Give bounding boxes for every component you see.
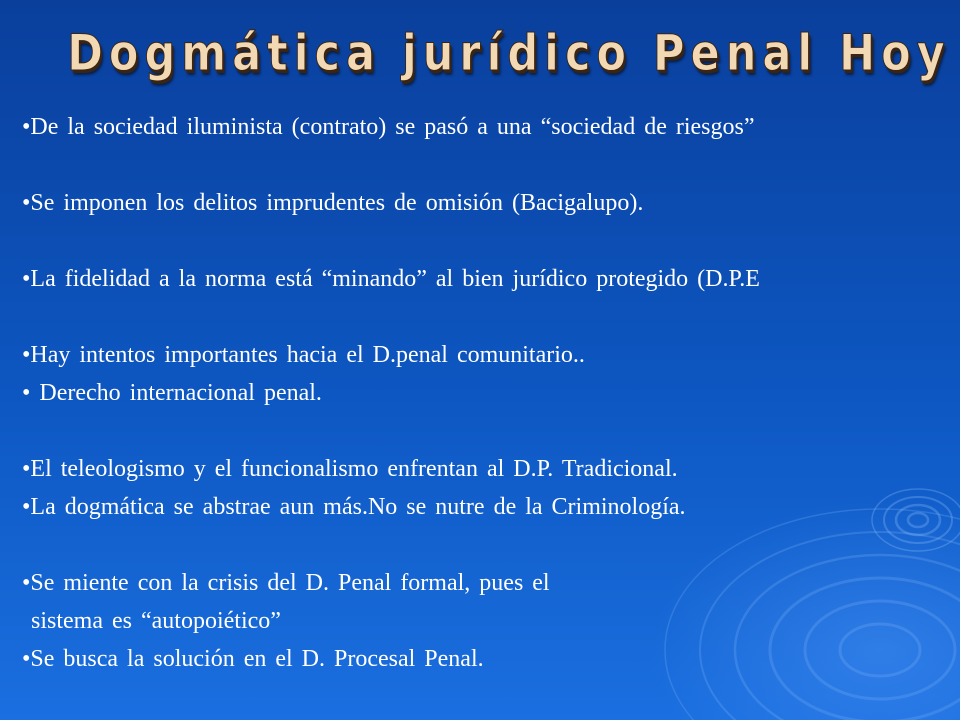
- list-item: •Se busca la solución en el D. Procesal Penal.: [22, 646, 484, 672]
- list-item: •La dogmática se abstrae aun más.No se nutre de la Criminología.: [22, 494, 686, 520]
- list-item: •De la sociedad iluminista (contrato) se pasó a una “sociedad de riesgos”: [22, 114, 755, 140]
- list-item: •El teleologismo y el funcionalismo enfrentan al D.P. Tradicional.: [22, 456, 678, 482]
- list-item: •Se miente con la crisis del D. Penal formal, pues el: [22, 570, 550, 596]
- slide-title: Dogmática jurídico Penal Hoy: [67, 24, 951, 82]
- list-item: sistema es “autopoiético”: [22, 608, 281, 634]
- list-item: •La fidelidad a la norma está “minando” al bien jurídico protegido (D.P.E: [22, 266, 760, 292]
- list-item: •Se imponen los delitos imprudentes de omisión (Bacigalupo).: [22, 190, 644, 216]
- list-item: •Hay intentos importantes hacia el D.penal comunitario..: [22, 342, 585, 368]
- list-item: • Derecho internacional penal.: [22, 380, 322, 406]
